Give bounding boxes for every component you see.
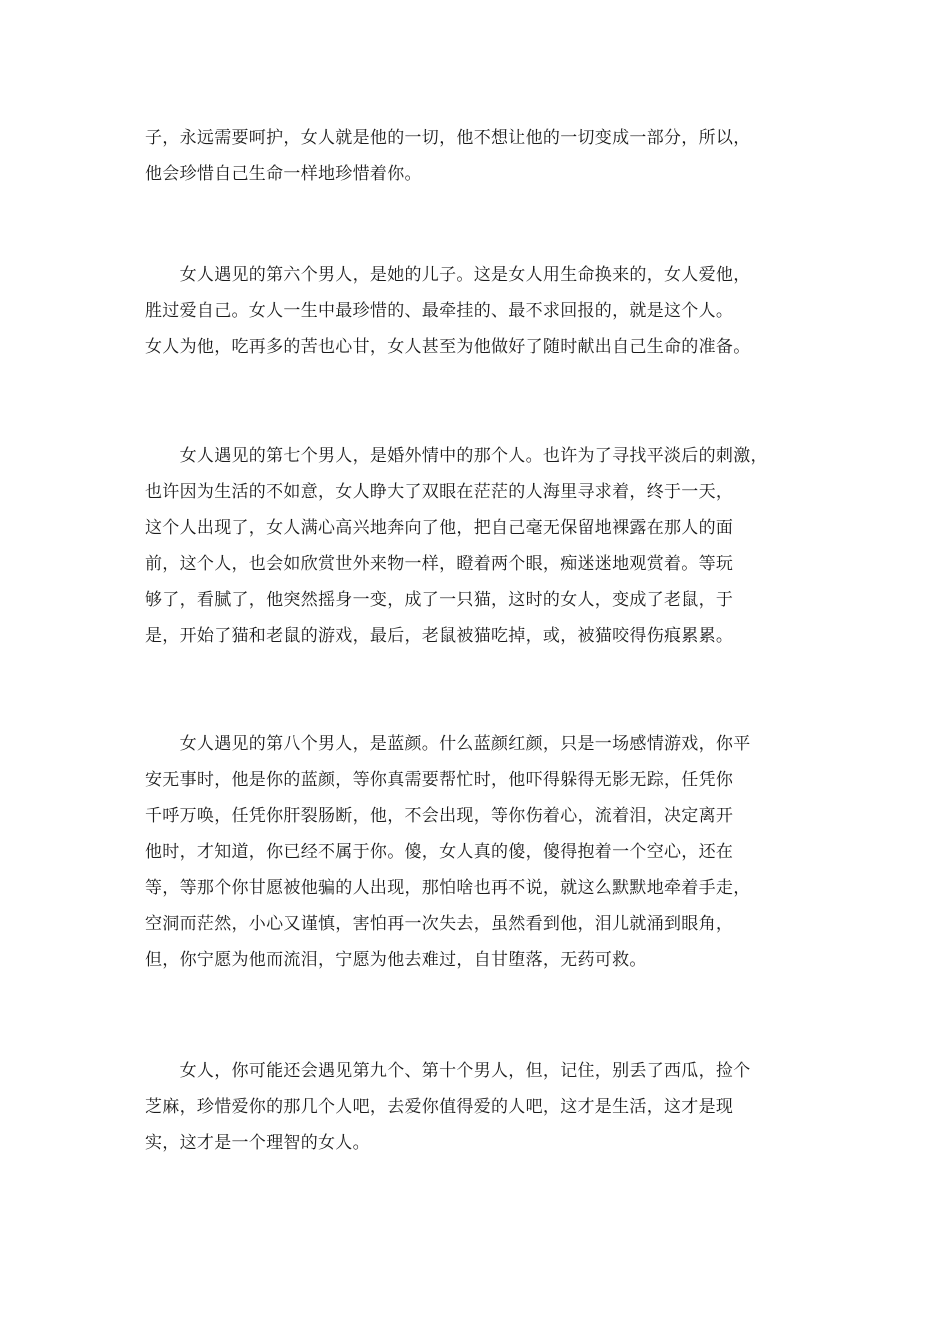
paragraph-4 bbox=[145, 726, 825, 978]
text-line: 芝麻，珍惜爱你的那几个人吧，去爱你值得爱的人吧，这才是生活，这才是现 bbox=[145, 1097, 734, 1117]
text-line: 女人，你可能还会遇见第九个、第十个男人，但，记住，别丢了西瓜，捡个 bbox=[145, 1061, 751, 1081]
text-line: 也许因为生活的不如意，女人睁大了双眼在茫茫的人海里寻求着，终于一天， bbox=[145, 482, 734, 502]
text-line: 女人遇见的第六个男人，是她的儿子。这是女人用生命换来的，女人爱他， bbox=[145, 265, 751, 285]
paragraph-5 bbox=[145, 1053, 825, 1161]
text-line: 是，开始了猫和老鼠的游戏，最后，老鼠被猫吃掉，或，被猫咬得伤痕累累。 bbox=[145, 626, 734, 646]
text-line: 实，这才是一个理智的女人。 bbox=[145, 1133, 370, 1153]
text-line: 他会珍惜自己生命一样地珍惜着你。 bbox=[145, 164, 422, 184]
text-line: 等，等那个你甘愿被他骗的人出现，那怕啥也再不说，就这么默默地牵着手走， bbox=[145, 878, 751, 898]
text-line: 胜过爱自己。女人一生中最珍惜的、最牵挂的、最不求回报的，就是这个人。 bbox=[145, 301, 734, 321]
text-line: 够了，看腻了，他突然摇身一变，成了一只猫，这时的女人，变成了老鼠，于 bbox=[145, 590, 734, 610]
text-line: 他时，才知道，你已经不属于你。傻，女人真的傻，傻得抱着一个空心，还在 bbox=[145, 842, 734, 862]
text-line: 但，你宁愿为他而流泪，宁愿为他去难过，自甘堕落，无药可救。 bbox=[145, 950, 647, 970]
text-line: 前，这个人，也会如欣赏世外来物一样，瞪着两个眼，痴迷迷地观赏着。等玩 bbox=[145, 554, 734, 574]
paragraph-1 bbox=[145, 120, 825, 192]
text-line: 千呼万唤，任凭你肝裂肠断，他，不会出现，等你伤着心，流着泪，决定离开 bbox=[145, 806, 734, 826]
text-line: 女人遇见的第七个男人，是婚外情中的那个人。也许为了寻找平淡后的刺激， bbox=[145, 446, 768, 466]
paragraph-2 bbox=[145, 257, 825, 365]
text-line: 子，永远需要呵护，女人就是他的一切，他不想让他的一切变成一部分，所以， bbox=[145, 128, 751, 148]
text-line: 女人遇见的第八个男人，是蓝颜。什么蓝颜红颜，只是一场感情游戏，你平 bbox=[145, 734, 751, 754]
paragraph-3 bbox=[145, 438, 825, 654]
text-line: 安无事时，他是你的蓝颜，等你真需要帮忙时，他吓得躲得无影无踪，任凭你 bbox=[145, 770, 734, 790]
text-line: 空洞而茫然，小心又谨慎，害怕再一次失去，虽然看到他，泪儿就涌到眼角， bbox=[145, 914, 734, 934]
text-line: 这个人出现了，女人满心高兴地奔向了他，把自己毫无保留地裸露在那人的面 bbox=[145, 518, 734, 538]
text-line: 女人为他，吃再多的苦也心甘，女人甚至为他做好了随时献出自己生命的准备。 bbox=[145, 337, 751, 357]
